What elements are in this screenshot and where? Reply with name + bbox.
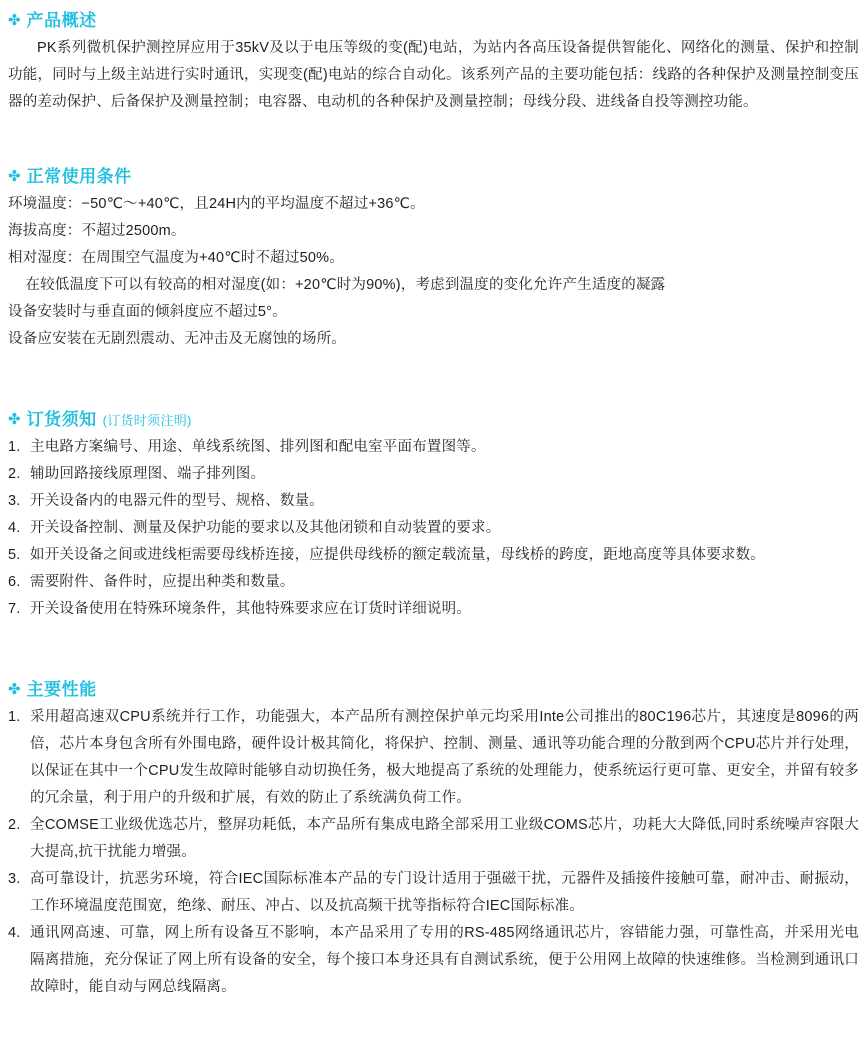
flower-bullet-icon: ✤ [8, 168, 21, 185]
list-item-number: 2. [8, 466, 21, 482]
section-header [8, 675, 859, 700]
condition-line: 设备应安装在无剧烈震动、无冲击及无腐蚀的场所。 [8, 331, 347, 347]
list-item-number: 4. [8, 520, 21, 536]
condition-line: 设备安装时与垂直面的倾斜度应不超过5°。 [8, 304, 287, 320]
section-title: 正常使用条件 [26, 167, 132, 186]
ordering-list [8, 434, 859, 623]
list-item-text: 采用超高速双CPU系统并行工作，功能强大，本产品所有测控保护单元均采用Inte公司推出的80C196芯片，其速度是8096的两倍，芯片本身包含所有外围电路，硬件设计极其简化，将保护、控制、测量、通讯等功能合理的分散到两个CPU芯片并行处理，以保证在其中一个CPU发生故障时能够自动切换任务，极大地提高了系统的处理能力，使系统运行更可靠、更安全，并留有较多的冗余量，利于用户的升级和扩展，有效的防止了系统满负荷工作。 [30, 709, 859, 806]
list-item [8, 569, 859, 596]
section-header [8, 405, 859, 430]
section-title: 订货须知 [26, 410, 97, 429]
conditions-list [8, 191, 859, 353]
list-item [8, 434, 859, 461]
section-main-performance [8, 675, 859, 1001]
list-item-number: 4. [8, 925, 21, 941]
spacer [8, 116, 859, 162]
section-title: 产品概述 [26, 11, 97, 30]
spacer [8, 353, 859, 405]
list-item [8, 488, 859, 515]
list-item-text: 全COMSE工业级优选芯片，整屏功耗低，本产品所有集成电路全部采用工业级COMS芯片，功耗大大降低,同时系统噪声容限大大提高,抗干扰能力增强。 [30, 817, 859, 860]
flower-bullet-icon: ✤ [8, 681, 21, 698]
list-item-number: 1. [8, 709, 21, 725]
list-item [8, 461, 859, 488]
list-item-text: 开关设备内的电器元件的型号、规格、数量。 [30, 493, 324, 509]
condition-line: 相对湿度：在周围空气温度为+40℃时不超过50%。 [8, 250, 344, 266]
list-item [8, 920, 859, 1001]
performance-list [8, 704, 859, 1001]
list-item-number: 7. [8, 601, 21, 617]
list-item-text: 开关设备控制、测量及保护功能的要求以及其他闭锁和自动装置的要求。 [30, 520, 501, 536]
list-item-number: 3. [8, 871, 21, 887]
list-item-text: 如开关设备之间或进线柜需要母线桥连接，应提供母线桥的额定载流量，母线桥的跨度，距地高度等具体要求数。 [30, 547, 765, 563]
list-item-number: 3. [8, 493, 21, 509]
section-product-overview [8, 6, 859, 116]
list-item-text: 开关设备使用在特殊环境条件，其他特殊要求应在订货时详细说明。 [30, 601, 471, 617]
list-item [8, 542, 859, 569]
flower-bullet-icon: ✤ [8, 411, 21, 428]
section-header [8, 6, 859, 31]
list-item [8, 866, 859, 920]
section-header [8, 162, 859, 187]
section-subtitle: (订货时须注明) [102, 413, 192, 428]
paragraph: PK系列微机保护测控屏应用于35kV及以于电压等级的变(配)电站，为站内各高压设备提供智能化、网络化的测量、保护和控制功能，同时与上级主站进行实时通讯，实现变(配)电站的综合自动化。该系列产品的主要功能包括：线路的各种保护及测量控制变压器的差动保护、后备保护及测量控制；电容器、电动机的各种保护及测量控制；母线分段、进线备自投等测控功能。 [8, 40, 859, 110]
section-ordering-notice [8, 405, 859, 623]
spacer [8, 623, 859, 675]
list-item-text: 辅助回路接线原理图、端子排列图。 [30, 466, 266, 482]
list-item [8, 812, 859, 866]
list-item-number: 5. [8, 547, 21, 563]
list-item-text: 通讯网高速、可靠，网上所有设备互不影响，本产品采用了专用的RS-485网络通讯芯片，容错能力强，可靠性高，并采用光电隔离措施，充分保证了网上所有设备的安全，每个接口本身还具有自测试系统，便于公用网上故障的快速维修。当检测到通讯口故障时，能自动与网总线隔离。 [30, 925, 859, 995]
list-item-number: 1. [8, 439, 21, 455]
condition-line: 环境温度：−50℃～+40℃，且24H内的平均温度不超过+36℃。 [8, 196, 425, 212]
section-normal-conditions [8, 162, 859, 353]
condition-line: 海拔高度：不超过2500m。 [8, 223, 186, 239]
section-title: 主要性能 [26, 680, 97, 699]
list-item [8, 596, 859, 623]
list-item-text: 高可靠设计，抗恶劣环境，符合IEC国际标准本产品的专门设计适用于强磁干扰，元器件及插接件接触可靠，耐冲击、耐振动，工作环境温度范围宽，绝缘、耐压、冲占、以及抗高频干扰等指标符合IEC国际标准。 [30, 871, 859, 914]
condition-line: 在较低温度下可以有较高的相对湿度(如：+20℃时为90%)，考虑到温度的变化允许产生适度的凝露 [25, 277, 666, 293]
flower-bullet-icon: ✤ [8, 12, 21, 29]
list-item-number: 2. [8, 817, 21, 833]
list-item-number: 6. [8, 574, 21, 590]
list-item-text: 需要附件、备件时，应提出种类和数量。 [30, 574, 295, 590]
list-item [8, 515, 859, 542]
list-item [8, 704, 859, 812]
list-item-text: 主电路方案编号、用途、单线系统图、排列图和配电室平面布置图等。 [30, 439, 486, 455]
